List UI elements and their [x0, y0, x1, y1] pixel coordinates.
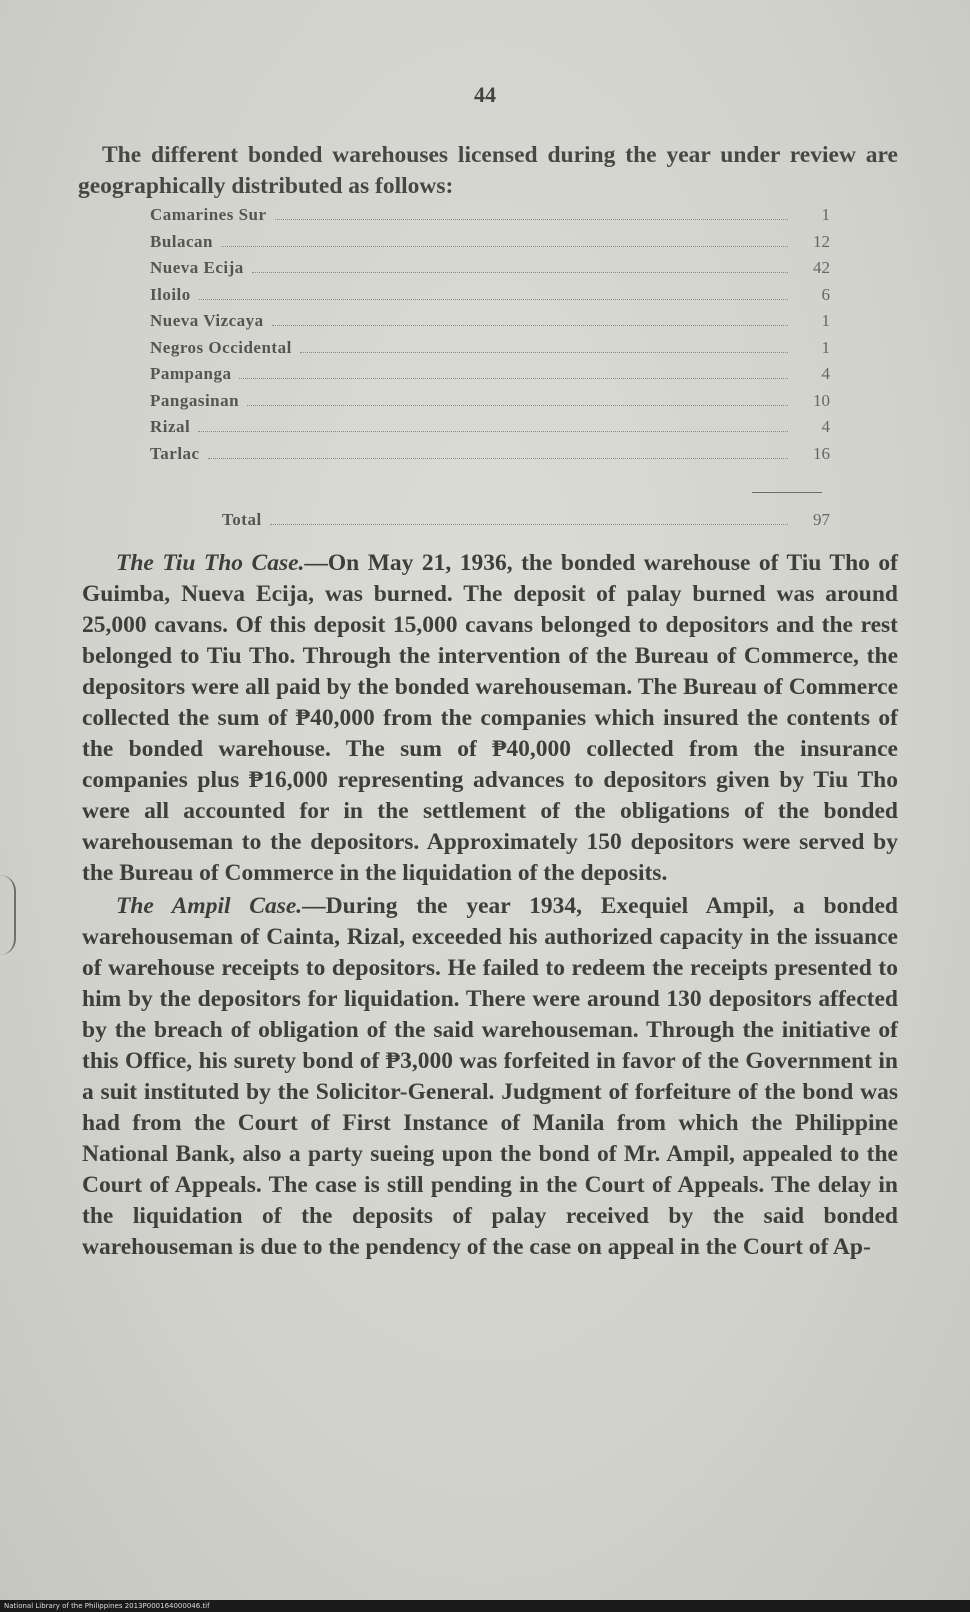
province-name: Camarines Sur — [150, 205, 267, 224]
dot-leader — [208, 458, 788, 459]
body-text — [82, 548, 898, 1265]
warehouse-count: 12 — [813, 231, 830, 251]
scan-footer: National Library of the Philippines 2013P000164000046.tif — [0, 1600, 970, 1612]
binding-mark — [0, 875, 16, 955]
warehouse-count: 4 — [821, 417, 830, 436]
table-row — [150, 285, 830, 312]
province-name: Iloilo — [150, 284, 191, 304]
total-value: 97 — [813, 510, 830, 529]
table-row — [150, 205, 830, 232]
table-row — [150, 338, 830, 365]
dot-leader — [270, 524, 788, 525]
tiu-tho-case-title: The Tiu Tho Case. — [116, 550, 305, 576]
warehouse-count: 42 — [813, 258, 830, 277]
total-row — [222, 510, 830, 530]
table-row — [150, 232, 830, 259]
intro-paragraph: The different bonded warehouses licensed during the year under review are geographically distributed as follows: — [78, 142, 898, 199]
warehouse-count: 4 — [821, 364, 830, 383]
table-row — [150, 311, 830, 338]
warehouse-count: 16 — [813, 443, 830, 463]
province-name: Negros Occidental — [150, 337, 292, 357]
dot-leader — [275, 219, 788, 220]
dot-leader — [221, 246, 788, 247]
total-label: Total — [222, 510, 262, 529]
dot-leader — [199, 299, 788, 300]
dot-leader — [272, 325, 788, 326]
tiu-tho-case-text: —On May 21, 1936, the bonded warehouse of Tiu Tho of Guimba, Nueva Ecija, was burned. The deposit of palay burned was around 25,000 cavans. Of this deposit 15,000 cavans belonged to depositors and the rest belonged to Tiu Tho. Through the intervention of the Bureau of Commerce, the depositors were all paid by the bonded warehouseman. The Bureau of Commerce collected the sum of ₱40,000 from the companies which insured the contents of the bonded warehouse. The sum of ₱40,000 collected from the insurance companies plus ₱16,000 representing advances to depositors given by Tiu Tho were all accounted for in the settlement of the obligations of the bonded warehouseman to the depositors. Approximately 150 depositors were served by the Bureau of Commerce in the liquidation of the deposits. — [82, 550, 898, 886]
warehouse-count: 6 — [821, 284, 830, 304]
dot-leader — [300, 352, 788, 353]
province-name: Nueva Vizcaya — [150, 311, 264, 330]
warehouse-count: 1 — [821, 311, 830, 330]
table-row — [150, 364, 830, 391]
ampil-case-text: —During the year 1934, Exequiel Ampil, a bonded warehouseman of Cainta, Rizal, exceeded his authorized capacity in the issuance of warehouse receipts to depositors. He failed to redeem the receipts presented to him by the depositors for liquidation. There were around 130 depositors affected by the breach of obligation of the said warehouseman. Through the initiative of this Office, his surety bond of ₱3,000 was forfeited in favor of the Government in a suit instituted by the Solicitor-General. Judgment of forfeiture of the bond was had from the Court of First Instance of Manila from which the Philippine National Bank, also a party sueing upon the bond of Mr. Ampil, appealed to the Court of Appeals. The case is still pending in the Court of Appeals. The delay in the liquidation of the deposits of palay received by the said bonded warehouseman is due to the pendency of the case on appeal in the Court of Ap- — [82, 893, 898, 1260]
table-row — [150, 444, 830, 471]
province-name: Tarlac — [150, 443, 200, 463]
table-row — [150, 417, 830, 444]
table-row — [150, 258, 830, 285]
warehouse-count: 1 — [821, 205, 830, 224]
warehouse-count: 1 — [821, 337, 830, 357]
tiu-tho-paragraph — [82, 548, 898, 889]
dot-leader — [198, 431, 788, 432]
province-name: Bulacan — [150, 231, 214, 251]
province-name: Nueva Ecija — [150, 258, 244, 277]
total-rule — [752, 492, 822, 493]
dot-leader — [239, 378, 788, 379]
table-row — [150, 391, 830, 418]
ampil-case-title: The Ampil Case. — [116, 893, 303, 919]
page-number: 44 — [474, 82, 496, 107]
province-name: Pangasinan — [150, 390, 240, 410]
province-name: Pampanga — [150, 364, 232, 383]
province-name: Rizal — [150, 417, 191, 436]
dot-leader — [252, 272, 788, 273]
dot-leader — [247, 405, 788, 406]
ampil-paragraph — [82, 891, 898, 1263]
warehouse-count: 10 — [813, 390, 830, 410]
distribution-table — [150, 205, 830, 470]
